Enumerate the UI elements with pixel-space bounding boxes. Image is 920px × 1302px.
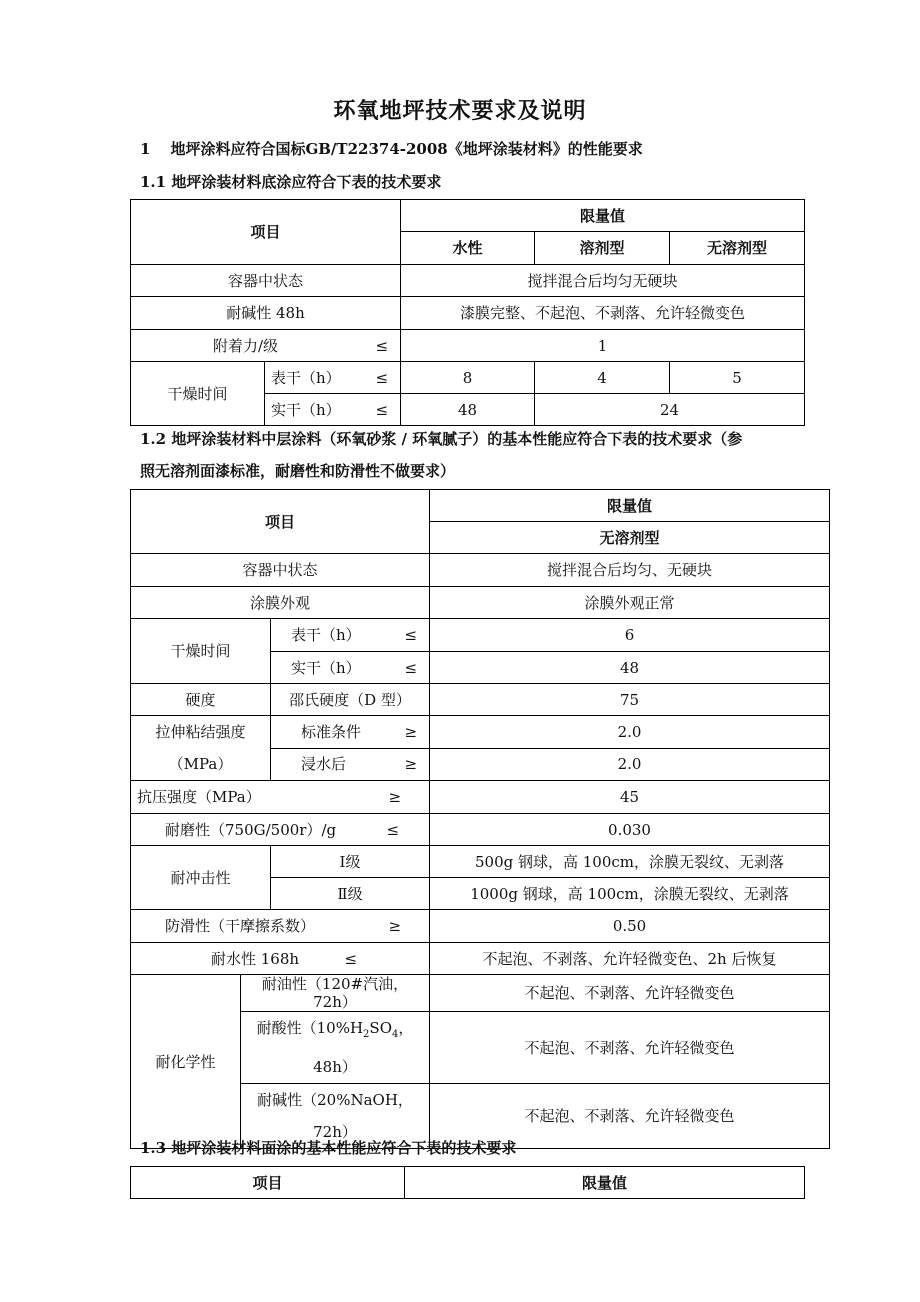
t2-std-label: [271, 716, 430, 749]
t1-header-water: 水性: [401, 232, 535, 265]
t2-acid-label: [241, 1012, 430, 1084]
t2-compress-value: 45: [430, 781, 830, 814]
t1-dry-time-label: 干燥时间: [131, 362, 265, 426]
t2-acid-text-a: 耐酸性（10%H: [256, 1019, 364, 1037]
t2-hard-dry-text: 实干（h）: [291, 658, 361, 677]
t2-water-text: 耐水性 168h: [211, 949, 300, 968]
t2-alkali-value: 不起泡、不剥落、允许轻微变色: [430, 1084, 830, 1149]
t2-film-label: 涂膜外观: [131, 587, 430, 619]
t1-surface-dry-solvent: 4: [535, 362, 670, 394]
page-title: 环氧地坪技术要求及说明: [333, 98, 587, 124]
t2-water-value: 不起泡、不剥落、允许轻微变色、2h 后恢复: [430, 943, 830, 975]
t1-header-limit: 限量值: [401, 200, 805, 232]
t1-adhesion-label: [131, 330, 401, 362]
t2-impact-label: 耐冲击性: [131, 846, 271, 910]
t2-water-label: [131, 943, 430, 975]
t2-wear-value: 0.030: [430, 814, 830, 846]
t2-slip-label: [131, 910, 430, 943]
t1-hard-dry-other: 24: [535, 394, 805, 426]
t2-tensile-label: [131, 716, 271, 781]
t2-hardness-sub: 邵氏硬度（D 型）: [271, 684, 430, 716]
t1-header-item: 项目: [131, 200, 401, 265]
t2-surface-dry-value: 6: [430, 619, 830, 652]
t1-hard-dry-label: [265, 394, 401, 426]
t1-surface-dry-sym: ≤: [375, 368, 389, 387]
t2-alkali-text-1: 耐碱性（20%NaOH，: [257, 1091, 413, 1109]
t2-soak-label: [271, 748, 430, 781]
section-1-3-heading: 1.3 地坪涂装材料面涂的基本性能应符合下表的技术要求: [140, 1139, 517, 1157]
t2-hard-dry-label: [271, 652, 430, 684]
t2-compress-label: [131, 781, 430, 814]
t2-std-sym: ≥: [404, 722, 418, 741]
t2-alkali-text-2: 72h）: [313, 1123, 357, 1141]
t2-wear-text: 耐磨性（750G/500r）/g: [165, 820, 337, 839]
t2-oil-label: 耐油性（120#汽油，72h）: [241, 975, 430, 1012]
t2-acid-text-b: SO: [369, 1019, 392, 1037]
t1-hard-dry-sym: ≤: [375, 400, 389, 419]
t2-container-value: 搅拌混合后均匀、无硬块: [430, 554, 830, 587]
t2-dry-time-label: 干燥时间: [131, 619, 271, 684]
top-coat-table: [130, 1166, 805, 1199]
t1-alkali-value: 漆膜完整、不起泡、不剥落、允许轻微变色: [401, 297, 805, 330]
t2-slip-sym: ≥: [388, 917, 402, 935]
t2-acid-sub2: 4: [392, 1029, 399, 1040]
t1-adhesion-sym: ≤: [375, 336, 389, 355]
primer-table: [130, 199, 805, 426]
t2-hardness-value: 75: [430, 684, 830, 716]
t2-hard-dry-sym: ≤: [404, 658, 418, 677]
section-1-number: 1: [140, 140, 151, 158]
t2-surface-dry-label: [271, 619, 430, 652]
t1-surface-dry-solventless: 5: [670, 362, 805, 394]
t1-surface-dry-water: 8: [401, 362, 535, 394]
t2-container-label: 容器中状态: [131, 554, 430, 587]
t2-impact1-label: Ⅰ级: [271, 846, 430, 878]
t1-adhesion-text: 附着力/级: [212, 336, 279, 355]
t1-container-label: 容器中状态: [131, 265, 401, 297]
t2-slip-value: 0.50: [430, 910, 830, 943]
t2-soak-text: 浸水后: [301, 755, 347, 774]
section-1-1-heading: 1.1 地坪涂装材料底涂应符合下表的技术要求: [140, 173, 442, 191]
t2-hardness-label: 硬度: [131, 684, 271, 716]
t2-surface-dry-sym: ≤: [404, 626, 418, 644]
t1-hard-dry-water: 48: [401, 394, 535, 426]
t2-header-solventless: 无溶剂型: [430, 522, 830, 554]
t1-surface-dry-label: [265, 362, 401, 394]
t3-header-item: 项目: [131, 1167, 405, 1199]
t1-adhesion-value: 1: [401, 330, 805, 362]
t2-std-text: 标准条件: [301, 722, 362, 741]
t1-container-value: 搅拌混合后均匀无硬块: [401, 265, 805, 297]
t2-acid-value: 不起泡、不剥落、允许轻微变色: [430, 1012, 830, 1084]
t2-hard-dry-value: 48: [430, 652, 830, 684]
t2-tensile-text1: 拉伸粘结强度: [155, 723, 246, 741]
t2-header-limit: 限量值: [430, 490, 830, 522]
t2-water-sym: ≤: [344, 949, 358, 968]
t2-std-value: 2.0: [430, 716, 830, 749]
t2-film-value: 涂膜外观正常: [430, 587, 830, 619]
t2-chem-label: 耐化学性: [131, 975, 241, 1149]
section-1-text: 地坪涂料应符合国标GB/T22374-2008《地坪涂装材料》的性能要求: [170, 140, 643, 158]
t2-acid-text-c: ，: [398, 1019, 414, 1037]
t1-hard-dry-text: 实干（h）: [271, 400, 341, 419]
t2-oil-value: 不起泡、不剥落、允许轻微变色: [430, 975, 830, 1012]
t2-impact2-label: Ⅱ级: [271, 878, 430, 910]
t2-impact2-value: 1000g 钢球，高 100cm，涂膜无裂纹、无剥落: [430, 878, 830, 910]
t1-header-solvent: 溶剂型: [535, 232, 670, 265]
middle-coat-table: [130, 489, 830, 1149]
section-1-2-line1: 1.2 地坪涂装材料中层涂料（环氧砂浆 / 环氧腻子）的基本性能应符合下表的技术要求（参: [140, 430, 743, 448]
t2-impact1-value: 500g 钢球，高 100cm，涂膜无裂纹、无剥落: [430, 846, 830, 878]
t1-header-solventless: 无溶剂型: [670, 232, 805, 265]
t2-tensile-text2: （MPa）: [168, 755, 233, 773]
section-1-2-line2: 照无溶剂面漆标准，耐磨性和防滑性不做要求）: [140, 462, 456, 480]
t2-acid-sub1: 2: [363, 1029, 370, 1040]
t2-header-item: 项目: [131, 490, 430, 554]
t2-surface-dry-text: 表干（h）: [291, 626, 361, 644]
t1-surface-dry-text: 表干（h）: [271, 368, 341, 387]
t2-slip-text: 防滑性（干摩擦系数）: [165, 917, 316, 935]
t2-soak-value: 2.0: [430, 748, 830, 781]
t1-alkali-label: 耐碱性 48h: [131, 297, 401, 330]
section-1-heading: [140, 138, 643, 159]
t3-header-limit: 限量值: [405, 1167, 805, 1199]
t2-acid-text-2: 48h）: [313, 1058, 357, 1076]
t2-wear-sym: ≤: [386, 820, 400, 839]
t2-soak-sym: ≥: [404, 755, 418, 774]
t2-compress-text: 抗压强度（MPa）: [137, 788, 261, 806]
t2-wear-label: [131, 814, 430, 846]
t2-compress-sym: ≥: [388, 788, 402, 806]
